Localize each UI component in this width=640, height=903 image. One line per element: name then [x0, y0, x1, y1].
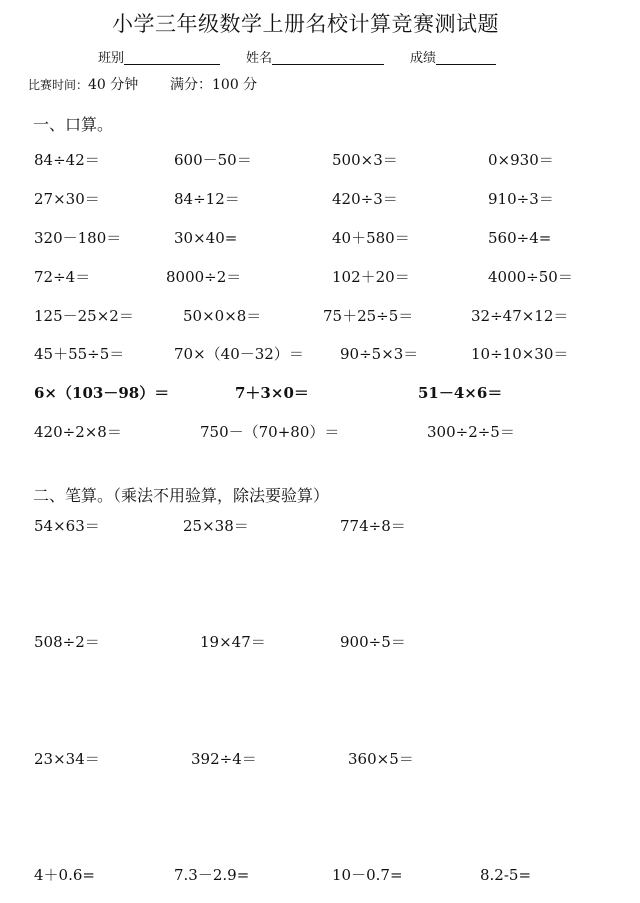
problem: 32÷47×12＝ — [471, 307, 569, 325]
problem: 27×30＝ — [34, 190, 100, 208]
problem: 84÷12＝ — [174, 190, 240, 208]
problem: 45＋55÷5＝ — [34, 345, 125, 363]
problem: 508÷2＝ — [34, 633, 100, 651]
full-value: 100 分 — [212, 77, 258, 93]
problem: 6×（103－98）＝ — [34, 384, 170, 402]
time-value: 40 分钟 — [88, 77, 139, 93]
section1-title: 一、口算。 — [33, 115, 114, 134]
problem: 19×47＝ — [200, 633, 266, 651]
problem: 750－（70+80）＝ — [200, 423, 340, 441]
problem: 0×930＝ — [488, 151, 554, 169]
problem: 50×0×8＝ — [183, 307, 262, 325]
problem: 90÷5×3＝ — [340, 345, 419, 363]
time-limit — [28, 78, 138, 92]
problem: 8000÷2＝ — [166, 268, 242, 286]
problem: 392÷4＝ — [191, 750, 257, 768]
problem: 51－4×6＝ — [418, 384, 503, 402]
full-score — [170, 78, 257, 92]
problem: 7.3－2.9= — [174, 866, 250, 884]
class-blank — [124, 50, 220, 65]
problem: 75＋25÷5＝ — [323, 307, 414, 325]
full-label: 满分： — [170, 77, 212, 93]
problem: 8.2-5= — [480, 866, 532, 884]
problem: 774÷8＝ — [340, 517, 406, 535]
name-field — [246, 50, 384, 65]
problem: 300÷2÷5＝ — [427, 423, 515, 441]
class-label: 班别 — [98, 51, 125, 66]
problem: 900÷5＝ — [340, 633, 406, 651]
problem: 54×63＝ — [34, 517, 100, 535]
problem: 500×3＝ — [332, 151, 398, 169]
problem: 84÷42＝ — [34, 151, 100, 169]
problem: 102＋20＝ — [332, 268, 410, 286]
name-label: 姓名 — [246, 51, 273, 66]
problem: 4＋0.6= — [34, 866, 95, 884]
problem: 72÷4＝ — [34, 268, 91, 286]
problem: 4000÷50＝ — [488, 268, 573, 286]
problem: 10－0.7= — [332, 866, 403, 884]
time-label: 比赛时间： — [28, 78, 89, 92]
section2-title: 二、笔算。（乘法不用验算，除法要验算） — [33, 486, 330, 505]
problem: 40＋580＝ — [332, 229, 410, 247]
problem: 420÷3＝ — [332, 190, 398, 208]
problem: 30×40= — [174, 229, 238, 247]
problem: 600－50＝ — [174, 151, 252, 169]
page-title: 小学三年级数学上册名校计算竞赛测试题 — [112, 12, 499, 36]
score-label: 成绩 — [410, 51, 437, 66]
problem: 420÷2×8＝ — [34, 423, 122, 441]
problem: 125－25×2＝ — [34, 307, 134, 325]
score-blank — [436, 50, 496, 65]
problem: 70×（40－32）＝ — [174, 345, 304, 363]
problem: 320－180＝ — [34, 229, 122, 247]
problem: 25×38＝ — [183, 517, 249, 535]
problem: 10÷10×30＝ — [471, 345, 569, 363]
score-field — [410, 50, 496, 65]
problem: 910÷3＝ — [488, 190, 554, 208]
class-field — [98, 50, 220, 65]
problem: 360×5＝ — [348, 750, 414, 768]
problem: 560÷4= — [488, 229, 552, 247]
name-blank — [272, 50, 384, 65]
problem: 23×34＝ — [34, 750, 100, 768]
problem: 7＋3×0＝ — [235, 384, 309, 402]
